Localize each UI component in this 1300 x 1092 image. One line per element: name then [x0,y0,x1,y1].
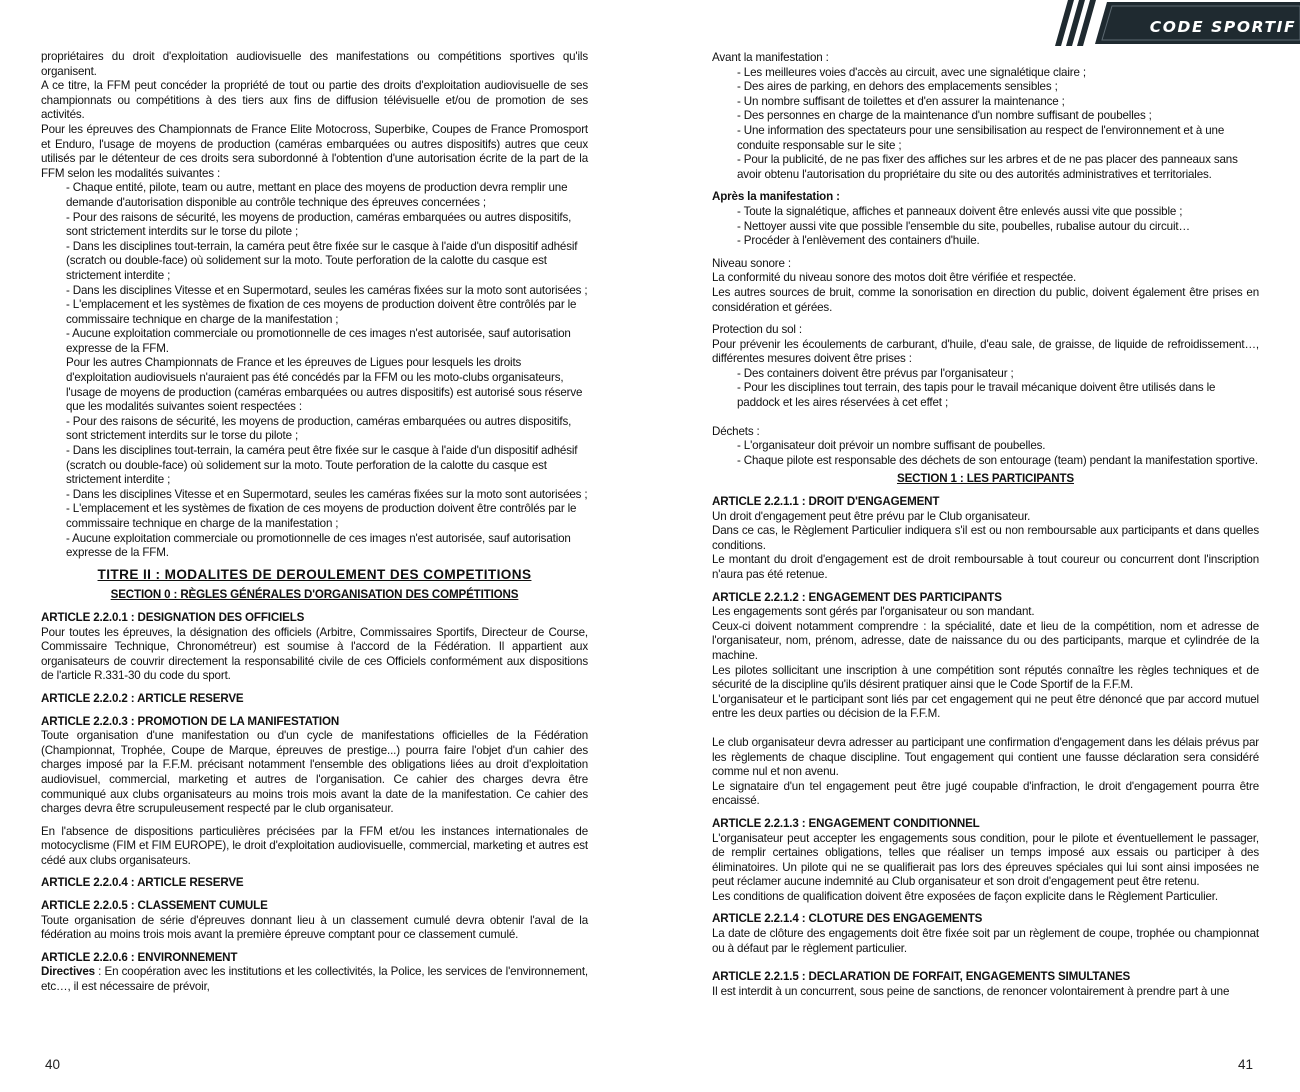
spacer [41,684,588,692]
list-item: - Des containers doivent être prévus par l'organisateur ; [737,366,1014,380]
list-item: - Pour la publicité, de ne pas fixer des affiches sur les arbres et de ne pas placer des panneaux sans avoir obtenu l'autorisation du propriétaire du site ou des autorités administratives et territoriales. [737,153,1238,181]
paragraph: La conformité du niveau sonore des motos doit être vérifiée et respectée. [712,271,1077,285]
list-item: - Pour les disciplines tout terrain, des tapis pour le travail mécanique doivent être utilisés dans le paddock et les aires réservées à cet effet ; [737,381,1216,410]
paragraph: Niveau sonore : [712,256,791,270]
left-page-text-column [41,50,588,995]
article-heading: ARTICLE 2.2.0.3 : PROMOTION DE LA MANIFESTATION [41,714,340,728]
spacer [41,817,588,825]
article-heading: ARTICLE 2.2.1.2 : ENGAGEMENT DES PARTICIPANTS [712,590,1002,604]
article-heading: ARTICLE 2.2.0.6 : ENVIRONNEMENT [41,950,238,964]
list-item: - Dans les disciplines tout-terrain, la caméra peut être fixée sur le casque à l'aide d'un dispositif adhésif (scratch ou double-face) où solidement sur la moto. Toute perforation de la calotte du casque est strictement interdite ; [66,239,578,282]
list-item: - Aucune exploitation commerciale ou promotionnelle de ces images n'est autorisée, sauf autorisation expresse de la FFM. [66,531,571,560]
page-number: 41 [1238,1057,1254,1072]
list-item: - Nettoyer aussi vite que possible l'ensemble du site, poubelles, rubalise autour du circuit… [737,219,1190,233]
paragraph: Toute organisation de série d'épreuves donnant lieu à un classement cumulé devra obtenir l'aval de la fédération au moins trois mois avant la première épreuve comptant pour ce classement cumulé. [41,913,588,942]
spacer [41,707,588,715]
article-heading: ARTICLE 2.2.0.4 : ARTICLE RESERVE [41,876,244,890]
spacer [712,722,1259,736]
spacer [712,182,1259,190]
list-item: - Chaque pilote est responsable des déchets de son entourage (team) pendant la manifestation sportive. [737,453,1258,467]
paragraph: Avant la manifestation : [712,51,829,64]
paragraph: Pour prévenir les écoulements de carburant, d'huile, d'eau sale, de graisse, de liquide de refroidissement…, différentes mesures doivent être prises : [712,337,1259,366]
paragraph: Les pilotes sollicitant une inscription à une compétition sont réputés connaître les règles techniques et de sécurité de la discipline qu'ils désirent pratiquer ainsi que le Code Sportif de la F.F.M. [712,663,1259,692]
list-item: - Pour des raisons de sécurité, les moyens de production, caméras embarquées ou autres dispositifs, sont strictement interdits sur le torse du pilote ; [66,414,572,443]
paragraph: Protection du sol : [712,323,802,337]
paragraph: Les engagements sont gérés par l'organisateur ou son mandant. [712,605,1035,619]
right-page-text-column [712,51,1259,999]
paragraph: Directives : En coopération avec les institutions et les collectivités, la Police, les services de l'environnement, etc…, il est nécessaire de prévoir, [41,965,588,994]
article-heading: Après la manifestation : [712,190,840,204]
page-number: 40 [45,1057,61,1072]
spacer [712,904,1259,912]
paragraph: Le montant du droit d'engagement est de droit remboursable à tout coureur ou concurrent dont l'inscription n'aura pas été retenue. [712,553,1259,581]
list-item: - Des aires de parking, en dehors des emplacements sensibles ; [737,80,1058,94]
paragraph: La date de clôture des engagements doit être fixée soit par un règlement de coupe, trophée ou championnat ou à défaut par le règlement particulier. [712,927,1259,955]
article-heading: ARTICLE 2.2.1.3 : ENGAGEMENT CONDITIONNEL [712,816,980,830]
paragraph: Toute organisation d'une manifestation ou d'un cycle de manifestations officielles de la Fédération (Championnat, Trophée, Coupe de Marque, épreuves de prestige...) pourra faire l'objet d'un cahier des charges imposé par la F.F.M. précisant notamment l'ensemble des obligations liées au droit d'exploitation audiovisuel, commercial, marketing et autres de l'organisation. Ce cahier des charges devra être communiqué aux clubs organisateurs au moins trois mois avant la date de la manifestation. Ce cahier des charges devra être scrupuleusement respecté par le club organisateur. [41,729,588,816]
paragraph: Déchets : [712,424,760,438]
spacer [712,809,1259,817]
spacer [712,583,1259,591]
spacer [41,943,588,951]
list-item: - Dans les disciplines Vitesse et en Supermotard, seules les caméras fixées sur la moto sont autorisées ; [66,283,588,297]
spacer [41,891,588,899]
list-item: - L'organisateur doit prévoir un nombre suffisant de poubelles. [737,439,1046,453]
paragraph: Pour les épreuves des Championnats de France Elite Motocross, Superbike, Coupes de France Promosport et Enduro, l'usage de moyens de production (caméras embarquées ou autres dispositifs) autres que ceux utilisés par le détenteur de ces droits sera subordonné à l'obtention d'une autorisation écrite de la part de la FFM selon les modalités suivantes : [41,122,588,180]
spacer [712,315,1259,323]
paragraph: propriétaires du droit d'exploitation audiovisuelle des manifestations ou compétitions sportives qu'ils organisent. [41,50,588,78]
list-item: - Procéder à l'enlèvement des containers d'huile. [737,234,980,248]
paragraph: Un droit d'engagement peut être prévu par le Club organisateur. [712,509,1031,523]
section-heading: SECTION 0 : RÈGLES GÉNÉRALES D'ORGANISATION DES COMPÉTITIONS [110,588,519,602]
article-heading: ARTICLE 2.2.0.2 : ARTICLE RESERVE [41,691,244,705]
right-page [650,0,1300,1092]
list-item: - Toute la signalétique, affiches et panneaux doivent être enlevés aussi vite que possible ; [737,204,1183,218]
title-heading: TITRE II : MODALITES DE DEROULEMENT DES COMPETITIONS [97,566,532,582]
paragraph: A ce titre, la FFM peut concéder la propriété de tout ou partie des droits d'exploitation audiovisuelle de ses championnats ou compétitions à des tiers aux fins de diffusion télévisuelle et/ou de promotion de ses activités. [41,79,588,122]
list-item: - Une information des spectateurs pour une sensibilisation au respect de l'environnement et à une conduite responsable sur le site ; [737,123,1225,152]
spacer [712,956,1259,970]
section-heading: SECTION 1 : LES PARTICIPANTS [896,472,1075,486]
header-banner [1050,0,1300,48]
list-item: - Pour des raisons de sécurité, les moyens de production, caméras embarquées ou autres dispositifs, sont strictement interdits sur le torse du pilote ; [66,210,572,239]
paragraph: En l'absence de dispositions particulières précisées par la FFM et/ou les instances internationales de motocyclisme (FIM et FIM EUROPE), le droit d'exploitation audiovisuelle, commercial, marketing et autres est cédé aux clubs organisateurs. [41,824,588,867]
spacer [41,868,588,876]
paragraph: Il est interdit à un concurrent, sous peine de sanctions, de renoncer volontairement à prendre part à une [712,984,1230,998]
paragraph: Pour toutes les épreuves, la désignation des officiels (Arbitre, Commissaires Sportifs, Directeur de Course, Commissaire Technique, Chronométreur) est soumise à l'accord de la Fédération. Il appartient aux organisateurs de couvrir directement la responsabilité civile de ces Officiels conformément aux dispositions de l'article R.331-30 du code du sport. [41,625,588,683]
article-heading: ARTICLE 2.2.0.1 : DESIGNATION DES OFFICIELS [41,610,305,624]
paragraph: Le club organisateur devra adresser au participant une confirmation d'engagement dans les délais prévus par les règlements de chaque discipline. Tout engagement qui contient une fausse déclaration sera considéré comme nul et non avenu. [712,735,1259,779]
list-item: - Des personnes en charge de la maintenance d'un nombre suffisant de poubelles ; [737,109,1152,123]
spacer [712,249,1259,257]
list-item: - Chaque entité, pilote, team ou autre, mettant en place des moyens de production devra remplir une demande d'autorisation disponible au contrôle technique des épreuves concernées ; [66,181,568,209]
paragraph: Les conditions de qualification doivent être exposées de façon explicite dans le Règlement Particulier. [712,889,1218,903]
paragraph: Ceux-ci doivent notamment comprendre : la spécialité, date et lieu de la compétition, nom et adresse de l'organisateur, nom, prénom, adresse, date de naissance du ou des participants, marque et cylindrée de la machine. [712,619,1259,662]
paragraph: Les autres sources de bruit, comme la sonorisation en direction du public, doivent également être prises en considération et gérées. [712,285,1259,314]
article-heading: ARTICLE 2.2.0.5 : CLASSEMENT CUMULE [41,899,268,913]
article-heading: ARTICLE 2.2.1.5 : DECLARATION DE FORFAIT, ENGAGEMENTS SIMULTANES [712,970,1131,984]
paragraph: Dans ce cas, le Règlement Particulier indiquera s'il est ou non remboursable aux participants et dans quelles conditions. [712,524,1259,552]
banner-title: CODE SPORTIF [1149,18,1297,36]
list-item: - L'emplacement et les systèmes de fixation de ces moyens de production doivent être contrôlés par le commissaire technique en charge de la manifestation ; [66,298,577,326]
list-item: - Les meilleures voies d'accès au circuit, avec une signalétique claire ; [737,65,1086,79]
paragraph: L'organisateur et le participant sont liés par cet engagement qui ne peut être dénoncé que par accord mutuel entre les deux parties ou décision de la F.F.M. [712,692,1259,721]
article-heading: ARTICLE 2.2.1.4 : CLOTURE DES ENGAGEMENTS [712,912,983,926]
paragraph: Le signataire d'un tel engagement peut être jugé coupable d'infraction, le droit d'engagement pourra être encaissé. [712,779,1259,808]
list-item: - Aucune exploitation commerciale ou promotionnelle de ces images n'est autorisée, sauf autorisation expresse de la FFM. [66,327,571,355]
list-item: - L'emplacement et les systèmes de fixation de ces moyens de production doivent être contrôlés par le commissaire technique en charge de la manifestation ; [66,502,577,530]
list-item: - Dans les disciplines tout-terrain, la caméra peut être fixée sur le casque à l'aide d'un dispositif adhésif (scratch ou double-face) où solidement sur la moto. Toute perforation de la calotte du casque est strictement interdite ; [66,444,578,487]
paragraph: L'organisateur peut accepter les engagements sous condition, pour le pilote et éventuellement le passager, de remplir certaines obligations, telles que réaliser un temps imposé aux essais ou participer à des éliminatoires. Un pilote qui ne se qualifierait pas lors des épreuves spéciales qui lui sont ainsi imposées ne peut réclamer aucune indemnité au Club organisateur et son droit d'engagement peut être retenu. [712,831,1259,889]
spacer [712,411,1259,425]
list-item: - Dans les disciplines Vitesse et en Supermotard, seules les caméras fixées sur la moto sont autorisées ; [66,487,588,501]
article-heading: ARTICLE 2.2.1.1 : DROIT D'ENGAGEMENT [712,495,940,509]
list-item: Pour les autres Championnats de France et les épreuves de Ligues pour lesquels les droits d'exploitation audiovisuels n'auraient pas été concédés par la FFM ou les moto-clubs organisateurs, l'usage de moyens de production (caméras embarquées ou autres dispositifs) est autorisé sous réserve que les modalités suivantes soient respectées : [66,356,583,414]
list-item: - Un nombre suffisant de toilettes et d'en assurer la maintenance ; [737,94,1065,108]
